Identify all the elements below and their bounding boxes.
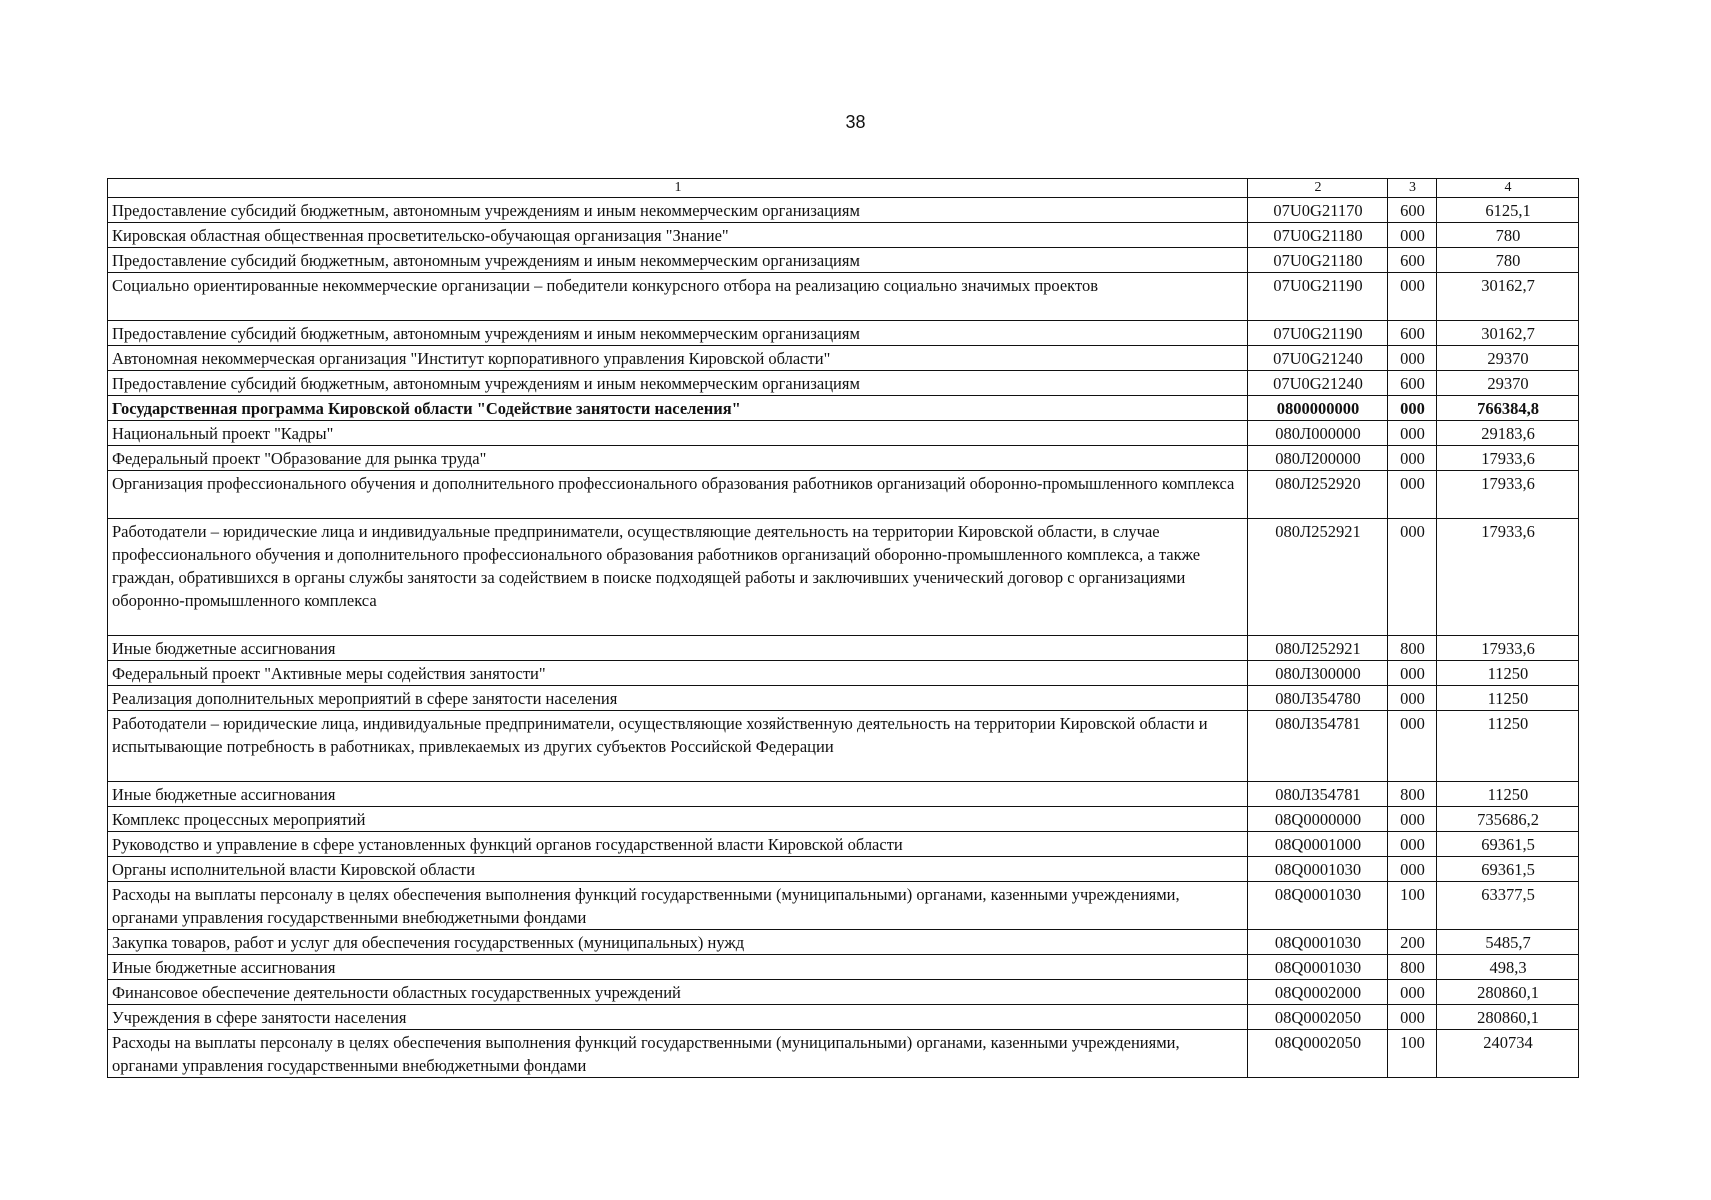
row-name-cell: Национальный проект "Кадры" bbox=[108, 421, 1248, 446]
row-amount-cell: 69361,5 bbox=[1437, 832, 1579, 857]
header-col-3: 3 bbox=[1388, 179, 1437, 198]
row-code-cell: 07U0G21180 bbox=[1248, 223, 1388, 248]
table-row bbox=[108, 782, 1579, 807]
table-row bbox=[108, 882, 1579, 930]
row-amount-cell: 240734 bbox=[1437, 1030, 1579, 1078]
row-code-cell: 080Л252921 bbox=[1248, 519, 1388, 636]
row-name-cell: Предоставление субсидий бюджетным, автономным учреждениям и иным некоммерческим организациям bbox=[108, 371, 1248, 396]
row-amount-cell: 29183,6 bbox=[1437, 421, 1579, 446]
table-row bbox=[108, 446, 1579, 471]
row-amount-cell: 780 bbox=[1437, 223, 1579, 248]
table-row bbox=[108, 930, 1579, 955]
row-name-cell: Федеральный проект "Образование для рынка труда" bbox=[108, 446, 1248, 471]
table-row bbox=[108, 636, 1579, 661]
row-amount-cell: 5485,7 bbox=[1437, 930, 1579, 955]
row-code-cell: 08Q0002000 bbox=[1248, 980, 1388, 1005]
row-name-cell: Закупка товаров, работ и услуг для обеспечения государственных (муниципальных) нужд bbox=[108, 930, 1248, 955]
row-type-cell: 000 bbox=[1388, 421, 1437, 446]
row-type-cell: 000 bbox=[1388, 519, 1437, 636]
row-type-cell: 800 bbox=[1388, 782, 1437, 807]
row-code-cell: 080Л252921 bbox=[1248, 636, 1388, 661]
row-code-cell: 08Q0000000 bbox=[1248, 807, 1388, 832]
row-type-cell: 000 bbox=[1388, 396, 1437, 421]
row-amount-cell: 11250 bbox=[1437, 711, 1579, 782]
row-code-cell: 08Q0002050 bbox=[1248, 1005, 1388, 1030]
row-amount-cell: 29370 bbox=[1437, 371, 1579, 396]
row-name-cell: Работодатели – юридические лица и индивидуальные предприниматели, осуществляющие деятельность на территории Кировской области, в случае профессионального обучения и дополнительного профессионального образования работников организаций оборонно-промышленного комплекса, а также граждан, обратившихся в органы службы занятости за содействием в поиске подходящей работы и заключивших ученический договор с организациями оборонно-промышленного комплекса bbox=[108, 519, 1248, 636]
row-type-cell: 100 bbox=[1388, 882, 1437, 930]
row-name-cell: Комплекс процессных мероприятий bbox=[108, 807, 1248, 832]
row-code-cell: 07U0G21240 bbox=[1248, 371, 1388, 396]
table-row bbox=[108, 686, 1579, 711]
row-amount-cell: 17933,6 bbox=[1437, 446, 1579, 471]
row-name-cell: Расходы на выплаты персоналу в целях обеспечения выполнения функций государственными (муниципальными) органами, казенными учреждениями, органами управления государственными внебюджетными фондами bbox=[108, 1030, 1248, 1078]
table-row bbox=[108, 857, 1579, 882]
table-row bbox=[108, 955, 1579, 980]
row-type-cell: 000 bbox=[1388, 857, 1437, 882]
table-row bbox=[108, 807, 1579, 832]
row-amount-cell: 30162,7 bbox=[1437, 321, 1579, 346]
row-code-cell: 080Л354781 bbox=[1248, 711, 1388, 782]
row-code-cell: 08Q0001030 bbox=[1248, 955, 1388, 980]
table-row bbox=[108, 396, 1579, 421]
row-name-cell: Учреждения в сфере занятости населения bbox=[108, 1005, 1248, 1030]
table-row bbox=[108, 273, 1579, 321]
table-row bbox=[108, 980, 1579, 1005]
row-amount-cell: 11250 bbox=[1437, 686, 1579, 711]
page-number: 38 bbox=[845, 112, 866, 132]
table-row bbox=[108, 1005, 1579, 1030]
table-row bbox=[108, 321, 1579, 346]
row-name-cell: Предоставление субсидий бюджетным, автономным учреждениям и иным некоммерческим организациям bbox=[108, 248, 1248, 273]
row-name-cell: Реализация дополнительных мероприятий в сфере занятости населения bbox=[108, 686, 1248, 711]
row-amount-cell: 11250 bbox=[1437, 782, 1579, 807]
row-code-cell: 08Q0001030 bbox=[1248, 882, 1388, 930]
row-code-cell: 07U0G21190 bbox=[1248, 321, 1388, 346]
row-code-cell: 08Q0002050 bbox=[1248, 1030, 1388, 1078]
row-name-cell: Социально ориентированные некоммерческие организации – победители конкурсного отбора на реализацию социально значимых проектов bbox=[108, 273, 1248, 321]
row-type-cell: 000 bbox=[1388, 223, 1437, 248]
row-name-cell: Иные бюджетные ассигнования bbox=[108, 955, 1248, 980]
row-type-cell: 000 bbox=[1388, 807, 1437, 832]
table-row bbox=[108, 1030, 1579, 1078]
row-code-cell: 07U0G21180 bbox=[1248, 248, 1388, 273]
row-name-cell: Иные бюджетные ассигнования bbox=[108, 636, 1248, 661]
row-code-cell: 07U0G21240 bbox=[1248, 346, 1388, 371]
row-type-cell: 000 bbox=[1388, 273, 1437, 321]
row-name-cell: Предоставление субсидий бюджетным, автономным учреждениям и иным некоммерческим организациям bbox=[108, 321, 1248, 346]
row-code-cell: 07U0G21190 bbox=[1248, 273, 1388, 321]
row-type-cell: 800 bbox=[1388, 955, 1437, 980]
row-code-cell: 080Л354780 bbox=[1248, 686, 1388, 711]
table-row bbox=[108, 248, 1579, 273]
header-col-4: 4 bbox=[1437, 179, 1579, 198]
row-amount-cell: 280860,1 bbox=[1437, 980, 1579, 1005]
table-row bbox=[108, 661, 1579, 686]
row-name-cell: Финансовое обеспечение деятельности областных государственных учреждений bbox=[108, 980, 1248, 1005]
row-code-cell: 07U0G21170 bbox=[1248, 198, 1388, 223]
table-row bbox=[108, 223, 1579, 248]
row-code-cell: 080Л354781 bbox=[1248, 782, 1388, 807]
row-name-cell: Кировская областная общественная просветительско-обучающая организация "Знание" bbox=[108, 223, 1248, 248]
header-col-2: 2 bbox=[1248, 179, 1388, 198]
row-code-cell: 080Л252920 bbox=[1248, 471, 1388, 519]
row-type-cell: 600 bbox=[1388, 198, 1437, 223]
header-col-1: 1 bbox=[108, 179, 1248, 198]
row-name-cell: Иные бюджетные ассигнования bbox=[108, 782, 1248, 807]
row-code-cell: 080Л000000 bbox=[1248, 421, 1388, 446]
row-type-cell: 000 bbox=[1388, 832, 1437, 857]
row-amount-cell: 17933,6 bbox=[1437, 471, 1579, 519]
row-amount-cell: 780 bbox=[1437, 248, 1579, 273]
row-amount-cell: 6125,1 bbox=[1437, 198, 1579, 223]
table-row bbox=[108, 832, 1579, 857]
row-name-cell: Расходы на выплаты персоналу в целях обеспечения выполнения функций государственными (муниципальными) органами, казенными учреждениями, органами управления государственными внебюджетными фондами bbox=[108, 882, 1248, 930]
row-amount-cell: 63377,5 bbox=[1437, 882, 1579, 930]
row-amount-cell: 17933,6 bbox=[1437, 519, 1579, 636]
row-type-cell: 000 bbox=[1388, 711, 1437, 782]
row-amount-cell: 498,3 bbox=[1437, 955, 1579, 980]
row-amount-cell: 30162,7 bbox=[1437, 273, 1579, 321]
row-type-cell: 800 bbox=[1388, 636, 1437, 661]
row-code-cell: 08Q0001030 bbox=[1248, 857, 1388, 882]
row-amount-cell: 735686,2 bbox=[1437, 807, 1579, 832]
row-name-cell: Органы исполнительной власти Кировской области bbox=[108, 857, 1248, 882]
row-type-cell: 600 bbox=[1388, 321, 1437, 346]
table-row bbox=[108, 471, 1579, 519]
row-name-cell: Работодатели – юридические лица, индивидуальные предприниматели, осуществляющие хозяйственную деятельность на территории Кировской области и испытывающие потребность в работниках, привлекаемых из других субъектов Российской Федерации bbox=[108, 711, 1248, 782]
table-row bbox=[108, 371, 1579, 396]
row-type-cell: 600 bbox=[1388, 371, 1437, 396]
row-code-cell: 0800000000 bbox=[1248, 396, 1388, 421]
row-type-cell: 000 bbox=[1388, 346, 1437, 371]
row-amount-cell: 17933,6 bbox=[1437, 636, 1579, 661]
table-row bbox=[108, 421, 1579, 446]
table-body bbox=[108, 179, 1579, 1078]
row-type-cell: 000 bbox=[1388, 686, 1437, 711]
row-code-cell: 080Л200000 bbox=[1248, 446, 1388, 471]
row-name-cell: Федеральный проект "Активные меры содействия занятости" bbox=[108, 661, 1248, 686]
row-amount-cell: 766384,8 bbox=[1437, 396, 1579, 421]
row-amount-cell: 280860,1 bbox=[1437, 1005, 1579, 1030]
row-name-cell: Автономная некоммерческая организация "Институт корпоративного управления Кировской области" bbox=[108, 346, 1248, 371]
row-type-cell: 000 bbox=[1388, 471, 1437, 519]
row-type-cell: 000 bbox=[1388, 980, 1437, 1005]
row-type-cell: 100 bbox=[1388, 1030, 1437, 1078]
budget-table bbox=[107, 178, 1579, 1078]
row-name-cell: Государственная программа Кировской области "Содействие занятости населения" bbox=[108, 396, 1248, 421]
row-amount-cell: 69361,5 bbox=[1437, 857, 1579, 882]
row-name-cell: Организация профессионального обучения и дополнительного профессионального образования работников организаций оборонно-промышленного комплекса bbox=[108, 471, 1248, 519]
table-row bbox=[108, 198, 1579, 223]
row-amount-cell: 29370 bbox=[1437, 346, 1579, 371]
table-row bbox=[108, 519, 1579, 636]
row-name-cell: Предоставление субсидий бюджетным, автономным учреждениям и иным некоммерческим организациям bbox=[108, 198, 1248, 223]
table-row bbox=[108, 711, 1579, 782]
row-type-cell: 600 bbox=[1388, 248, 1437, 273]
row-type-cell: 000 bbox=[1388, 1005, 1437, 1030]
row-type-cell: 000 bbox=[1388, 661, 1437, 686]
row-code-cell: 08Q0001030 bbox=[1248, 930, 1388, 955]
row-amount-cell: 11250 bbox=[1437, 661, 1579, 686]
table-header-row bbox=[108, 179, 1579, 198]
row-type-cell: 000 bbox=[1388, 446, 1437, 471]
row-code-cell: 080Л300000 bbox=[1248, 661, 1388, 686]
row-code-cell: 08Q0001000 bbox=[1248, 832, 1388, 857]
row-name-cell: Руководство и управление в сфере установленных функций органов государственной власти Кировской области bbox=[108, 832, 1248, 857]
row-type-cell: 200 bbox=[1388, 930, 1437, 955]
table-row bbox=[108, 346, 1579, 371]
